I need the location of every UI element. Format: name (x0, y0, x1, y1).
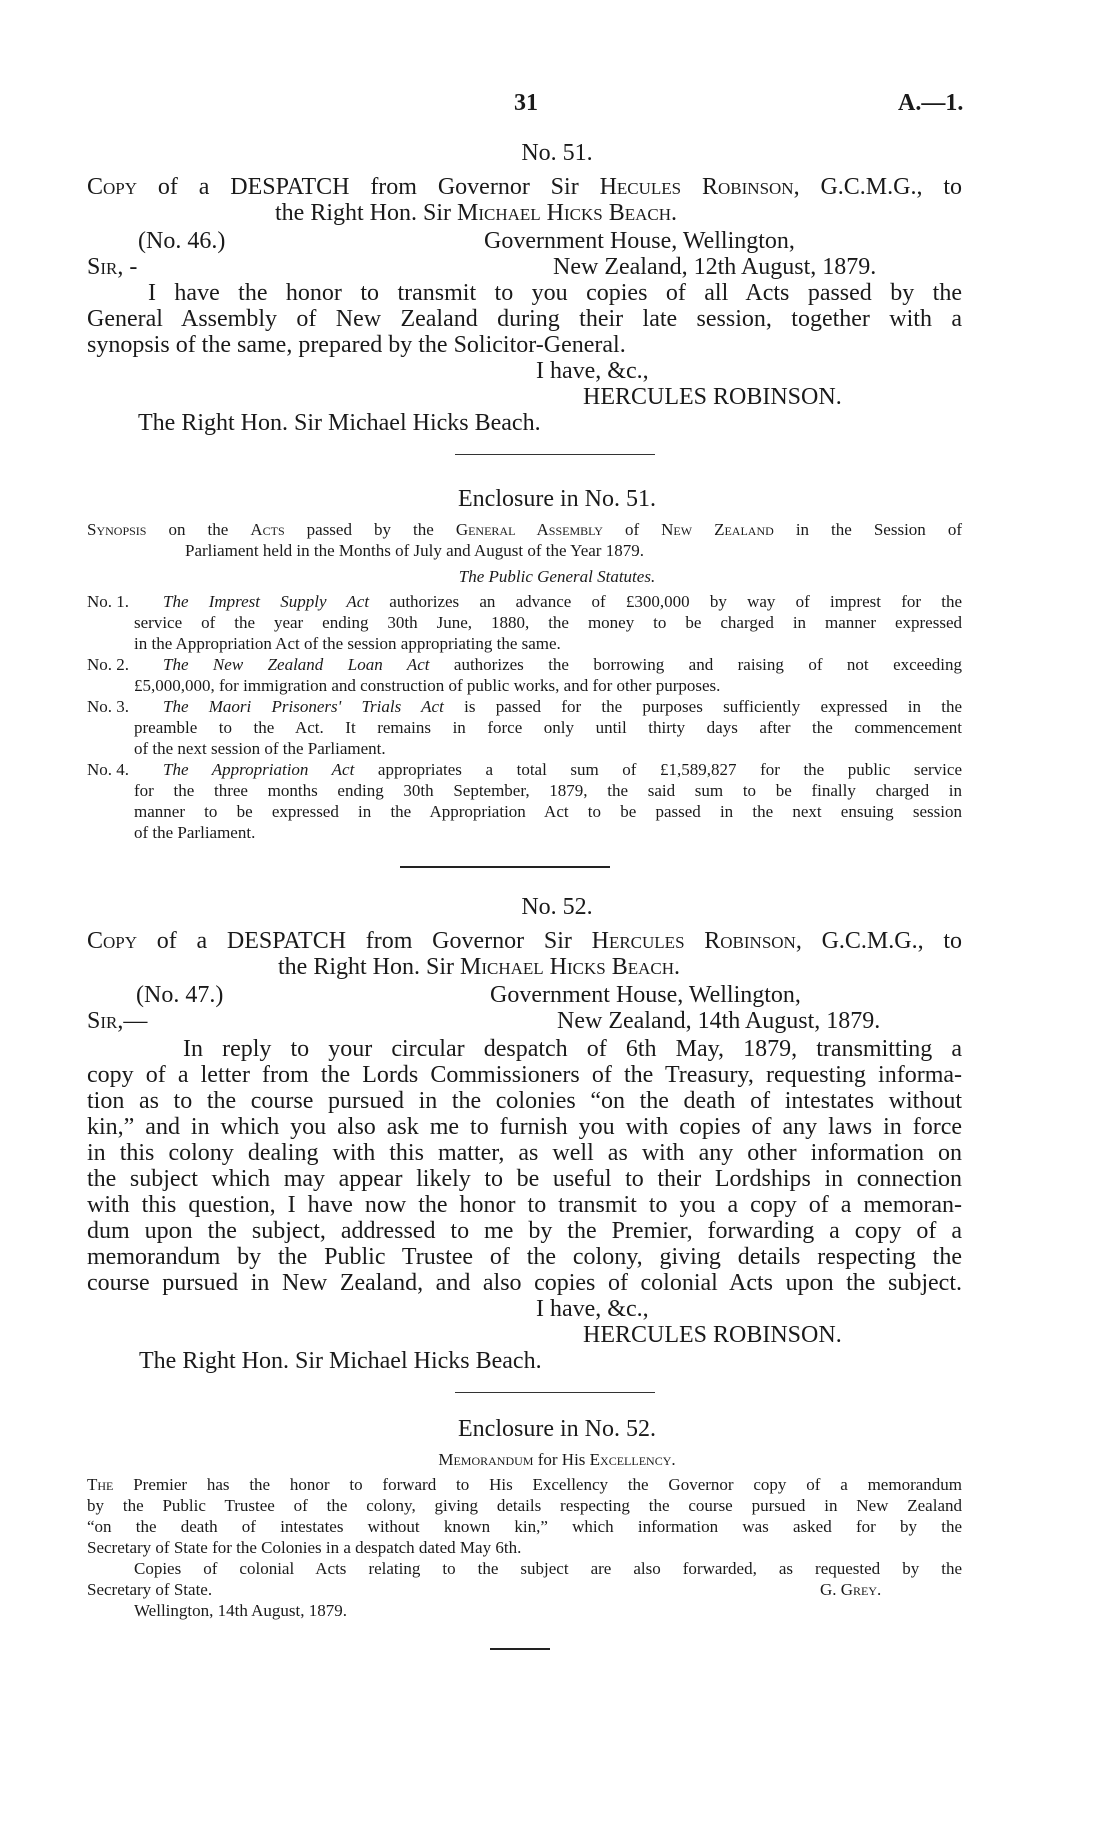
despatch-51-addressee: The Right Hon. Sir Michael Hicks Beach. (138, 410, 541, 436)
despatch-52-ref: (No. 47.) (136, 982, 224, 1008)
despatch-51-body-line-3: synopsis of the same, prepared by the Solicitor-General. (87, 332, 626, 358)
enclosure-51-subheading: The Public General Statutes. (458, 567, 656, 586)
despatch-52-addressee: The Right Hon. Sir Michael Hicks Beach. (139, 1348, 542, 1374)
statute-3-number: No. 3. (87, 697, 130, 716)
statute-3-line-1: The Maori Prisoners' Trials Act is passed for the purposes sufficiently expressed in the (163, 697, 963, 716)
despatch-52-body-line-10: course pursued in New Zealand, and also copies of colonial Acts upon the subject. (87, 1270, 962, 1296)
enclosure-52-heading: Enclosure in No. 52. (458, 1416, 656, 1442)
despatch-51-body-line-2: General Assembly of New Zealand during their late session, together with a (87, 306, 962, 332)
despatch-51-title-line-2: the Right Hon. Sir Michael Hicks Beach. (275, 200, 678, 226)
statute-1-number: No. 1. (87, 592, 130, 611)
statute-1-line-1: The Imprest Supply Act authorizes an advance of £300,000 by way of imprest for the (163, 592, 962, 611)
enclosure-52-signature: G. Grey. (820, 1580, 882, 1599)
despatch-52-title-line-2: the Right Hon. Sir Michael Hicks Beach. (278, 954, 681, 980)
despatch-51-ref: (No. 46.) (138, 228, 226, 254)
statute-3-line-2: preamble to the Act. It remains in force only until thirty days after the commencement (134, 718, 962, 737)
despatch-52-number: No. 52. (521, 894, 593, 920)
despatch-52-salutation: Sir,— (87, 1008, 148, 1034)
enclosure-52-body-line-6: Secretary of State. (87, 1580, 213, 1599)
statute-1-line-3: in the Appropriation Act of the session appropriating the same. (134, 634, 561, 653)
statute-4-number: No. 4. (87, 760, 130, 779)
despatch-52-closing: I have, &c., (536, 1296, 649, 1322)
despatch-52-title-line-1: Copy of a DESPATCH from Governor Sir Hercules Robinson, G.C.M.G., to (87, 928, 962, 954)
despatch-52-signature: HERCULES ROBINSON. (583, 1322, 842, 1348)
despatch-51-date: New Zealand, 12th August, 1879. (553, 254, 877, 280)
statute-4-line-1: The Appropriation Act appropriates a total sum of £1,589,827 for the public service (163, 760, 962, 779)
enclosure-52-body-line-2: by the Public Trustee of the colony, giving details respecting the course pursued in New Zealand (87, 1496, 962, 1515)
despatch-52-body-line-9: memorandum by the Public Trustee of the colony, giving details respecting the (87, 1244, 962, 1270)
enclosure-51-synopsis-line-1: Synopsis on the Acts passed by the General Assembly of New Zealand in the Session of (87, 520, 962, 539)
despatch-51-body-line-1: I have the honor to transmit to you copies of all Acts passed by the (148, 280, 962, 306)
despatch-52-body-line-7: with this question, I have now the honor to transmit to you a copy of a memoran- (87, 1192, 962, 1218)
statute-1-line-2: service of the year ending 30th June, 1880, the money to be charged in manner expressed (134, 613, 962, 632)
despatch-52-place: Government House, Wellington, (490, 982, 801, 1008)
enclosure-52-date: Wellington, 14th August, 1879. (134, 1601, 348, 1620)
statute-4-line-3: manner to be expressed in the Appropriation Act to be passed in the next ensuing session (134, 802, 962, 821)
enclosure-51-synopsis-line-2: Parliament held in the Months of July and August of the Year 1879. (185, 541, 644, 560)
enclosure-52-body-line-3: “on the death of intestates without known kin,” which information was asked for by the (87, 1517, 962, 1536)
despatch-51-number: No. 51. (521, 140, 593, 166)
despatch-51-place: Government House, Wellington, (484, 228, 795, 254)
despatch-52-body-line-6: the subject which may appear likely to be useful to their Lordships in connection (87, 1166, 962, 1192)
despatch-52-body-line-3: tion as to the course pursued in the colonies “on the death of intestates without (87, 1088, 962, 1114)
statute-3-line-3: of the next session of the Parliament. (134, 739, 386, 758)
despatch-51-closing: I have, &c., (536, 358, 649, 384)
despatch-51-title-line-1: Copy of a DESPATCH from Governor Sir Hecules Robinson, G.C.M.G., to (87, 174, 963, 200)
despatch-52-body-line-4: kin,” and in which you also ask me to furnish you with copies of any laws in force (87, 1114, 962, 1140)
statute-4-line-4: of the Parliament. (134, 823, 256, 842)
despatch-52-body-line-8: dum upon the subject, addressed to me by the Premier, forwarding a copy of a (87, 1218, 962, 1244)
statute-4-line-2: for the three months ending 30th September, 1879, the said sum to be finally charged in (134, 781, 962, 800)
despatch-52-body-line-2: copy of a letter from the Lords Commissioners of the Treasury, requesting informa- (87, 1062, 962, 1088)
statute-2-number: No. 2. (87, 655, 130, 674)
end-divider (490, 1648, 550, 1650)
despatch-52-body-line-5: in this colony dealing with this matter, as well as with any other information on (87, 1140, 962, 1166)
enclosure-52-body-line-1: The Premier has the honor to forward to His Excellency the Governor copy of a memorandum (87, 1475, 962, 1494)
enclosure-52-body-line-4: Secretary of State for the Colonies in a despatch dated May 6th. (87, 1538, 522, 1557)
despatch-51-signature: HERCULES ROBINSON. (583, 384, 842, 410)
statute-2-line-2: £5,000,000, for immigration and construction of public works, and for other purposes. (134, 676, 721, 695)
despatch-52-date: New Zealand, 14th August, 1879. (557, 1008, 881, 1034)
statute-2-line-1: The New Zealand Loan Act authorizes the borrowing and raising of not exceeding (163, 655, 962, 674)
page-number: 31 (514, 90, 538, 116)
despatch-51-salutation: Sir, - (87, 254, 138, 280)
section-divider (455, 454, 655, 455)
despatch-52-body-line-1: In reply to your circular despatch of 6th May, 1879, transmitting a (183, 1036, 962, 1062)
section-divider (455, 1392, 655, 1393)
document-reference: A.—1. (898, 90, 964, 116)
enclosure-52-body-line-5: Copies of colonial Acts relating to the subject are also forwarded, as requested by the (134, 1559, 962, 1578)
enclosure-52-memo-heading: Memorandum for His Excellency. (438, 1450, 676, 1469)
section-divider (400, 866, 610, 868)
enclosure-51-heading: Enclosure in No. 51. (458, 486, 656, 512)
